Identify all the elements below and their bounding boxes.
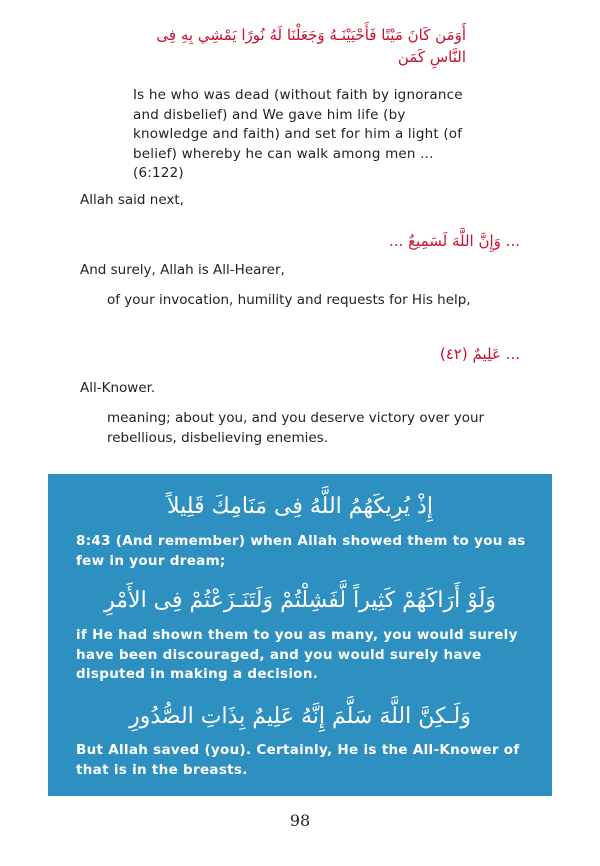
hearer-explanation: of your invocation, humility and requests for His help, <box>107 292 471 308</box>
allah-said-next: Allah said next, <box>80 192 184 208</box>
verse3-english: But Allah saved (you). Certainly, He is the All-Knower of that is in the breasts. <box>76 742 520 778</box>
verse3-arabic: وَلَـكِنَّ اللَّهَ سَلَّمَ إِنَّهُ عَلِيمٌ بِذَاتِ الصُّدُورِ <box>129 704 471 729</box>
quote-english: Is he who was dead (without faith by ignorance and disbelief) and We gave him life (by knowledge and faith) and set for him a light (of belief) whereby he can walk among men ... (6:122) <box>133 87 463 181</box>
arabic-aleem: ... عَلِيمٌ (٤٢) <box>439 345 520 363</box>
verse2-arabic: وَلَوْ أَرَاكَهُمْ كَثِيراً لَّفَشِلْتُمْ وَلَتَنَـزَعْتُمْ فِى الأَمْرِ <box>104 588 496 613</box>
arabic-samee: ... وَإِنَّ اللَّهَ لَسَمِيعٌ ... <box>389 232 520 250</box>
verse1-arabic: إِذْ يُرِيكَهُمُ اللَّهُ فِى مَنَامِكَ قَلِيلاً <box>167 494 433 519</box>
verse-box <box>48 474 552 796</box>
verse1-english: 8:43 (And remember) when Allah showed them to you as few in your dream; <box>76 533 526 569</box>
all-hearer-line: And surely, Allah is All-Hearer, <box>80 262 285 278</box>
all-knower-line: All-Knower. <box>80 380 156 396</box>
knower-explanation: meaning; about you, and you deserve victory over your rebellious, disbelieving enemies. <box>107 410 485 446</box>
verse2-english: if He had shown them to you as many, you would surely have been discouraged, and you would surely have disputed in making a decision. <box>76 627 518 682</box>
page-number: 98 <box>289 811 311 830</box>
quote-arabic: أَوَمَن كَانَ مَيْتًا فَأَحْيَيْنَـهُ وَجَعَلْنَا لَهُ نُورًا يَمْشِي بِهِ فِى النَّاسِ كَمَن <box>156 26 466 66</box>
